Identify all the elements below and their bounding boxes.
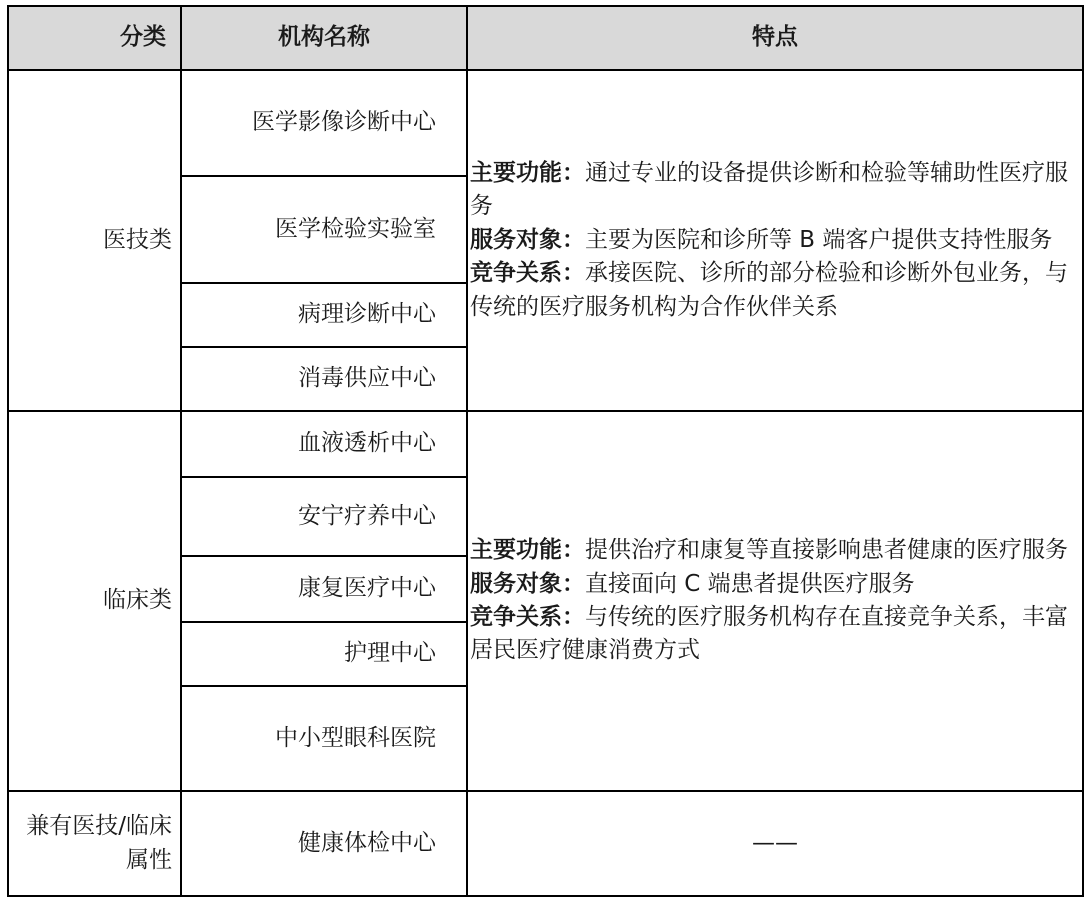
feature-function: 主要功能：提供治疗和康复等直接影响患者健康的医疗服务 bbox=[470, 537, 1068, 564]
institution-name: 医学检验实验室 bbox=[181, 176, 467, 283]
institution-name: 健康体检中心 bbox=[181, 791, 467, 896]
header-features: 特点 bbox=[467, 6, 1083, 70]
table-row bbox=[8, 791, 1083, 896]
category-cell: 医技类 bbox=[8, 70, 181, 411]
institution-name: 安宁疗养中心 bbox=[181, 477, 467, 556]
institution-name: 康复医疗中心 bbox=[181, 556, 467, 622]
institution-table bbox=[7, 5, 1084, 897]
table-row bbox=[8, 70, 1083, 176]
institution-name: 护理中心 bbox=[181, 622, 467, 686]
header-name: 机构名称 bbox=[181, 6, 467, 70]
institution-name: 消毒供应中心 bbox=[181, 347, 467, 411]
header-category: 分类 bbox=[8, 6, 181, 70]
institution-name: 中小型眼科医院 bbox=[181, 686, 467, 791]
features-cell bbox=[467, 70, 1083, 411]
feature-target: 服务对象：主要为医院和诊所等 B 端客户提供支持性服务 bbox=[470, 226, 1053, 253]
feature-competition: 竞争关系：承接医院、诊所的部分检验和诊断外包业务，与传统的医疗服务机构为合作伙伴关系 bbox=[470, 260, 1068, 320]
feature-competition: 竞争关系：与传统的医疗服务机构存在直接竞争关系，丰富居民医疗健康消费方式 bbox=[470, 604, 1068, 664]
category-cell: 兼有医技/临床属性 bbox=[8, 791, 181, 896]
features-cell: —— bbox=[467, 791, 1083, 896]
institution-name: 病理诊断中心 bbox=[181, 283, 467, 347]
feature-function: 主要功能：通过专业的设备提供诊断和检验等辅助性医疗服务 bbox=[470, 160, 1068, 220]
institution-name: 医学影像诊断中心 bbox=[181, 70, 467, 176]
header-row bbox=[8, 6, 1083, 70]
table-row bbox=[8, 411, 1083, 477]
features-cell bbox=[467, 411, 1083, 791]
feature-target: 服务对象：直接面向 C 端患者提供医疗服务 bbox=[470, 570, 915, 597]
institution-name: 血液透析中心 bbox=[181, 411, 467, 477]
category-cell: 临床类 bbox=[8, 411, 181, 791]
